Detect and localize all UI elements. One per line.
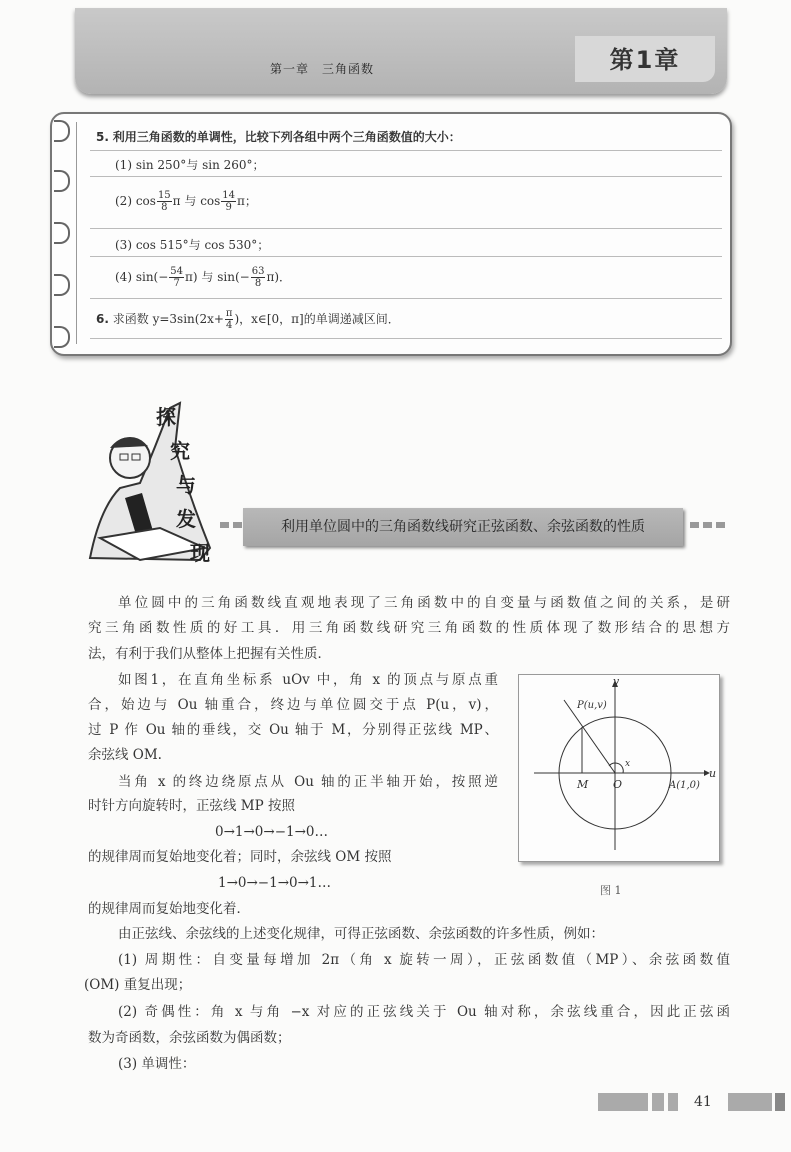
paragraph-line: (3) 单调性： — [118, 1056, 196, 1072]
paragraph-line: 究三角函数性质的好工具．用三角函数线研究三角函数的性质体现了数形结合的思想方 — [88, 620, 730, 636]
point-m-label: M — [577, 778, 589, 791]
paragraph-line: (OM) 重复出现； — [84, 977, 192, 993]
exercise-6: 6. 求函数 y=3sin(2x+ $\frac{\pi}{4}$ )，x∈[0，π]的单调递减区间． — [96, 308, 400, 331]
v-label: v — [613, 675, 620, 688]
figure-caption: 图 1 — [600, 884, 622, 897]
ruled-line — [90, 150, 722, 151]
point-p-label: P(u,v) — [577, 700, 607, 711]
paragraph-line: 过 P 作 Ou 轴的垂线，交 Ou 轴于 M，分别得正弦线 MP、 — [88, 722, 498, 738]
exercise-5-4: (4) sin(− $\frac{54}{7}$ π) 与 sin(− $\frac{63}{8}$ π)． — [115, 266, 292, 289]
point-a-label: A(1,0) — [669, 780, 700, 791]
ruled-line — [90, 256, 722, 257]
cosine-sequence: 1→0→−1→0→1… — [218, 875, 332, 891]
footer-bar — [668, 1093, 678, 1111]
ruled-line — [90, 176, 722, 177]
exercise-5-2: (2) cos $\frac{15}{8}$ π 与 cos $\frac{14}{9}$ π； — [115, 190, 257, 213]
ruled-line — [90, 228, 722, 229]
paragraph-line: 法，有利于我们从整体上把握有关性质． — [88, 646, 331, 662]
decorative-dashes — [690, 522, 726, 528]
page-number: 41 — [694, 1094, 712, 1110]
exercise-5: 5. 利用三角函数的单调性，比较下列各组中两个三角函数值的大小： — [96, 130, 461, 144]
exercise-5-1: (1) sin 250°与 sin 260°； — [115, 158, 265, 172]
paragraph-line: 的规律周而复始地变化着；同时，余弦线 OM 按照 — [88, 849, 392, 865]
explore-discover-label: 探 究 与 发 现 — [156, 405, 210, 565]
paragraph-line: (2) 奇偶性：角 x 与角 −x 对应的正弦线关于 Ou 轴对称，余弦线重合，因此正弦函 — [118, 1004, 730, 1020]
section-title: 利用单位圆中的三角函数线研究正弦函数、余弦函数的性质 — [243, 508, 683, 546]
footer-bar — [598, 1093, 648, 1111]
chapter-title: 第一章 三角函数 — [270, 62, 375, 76]
origin-label: O — [613, 778, 623, 791]
paragraph-line: 由正弦线、余弦线的上述变化规律，可得正弦函数、余弦函数的许多性质，例如： — [118, 926, 604, 942]
chapter-badge: 第1章 — [575, 36, 715, 82]
unit-circle-figure — [518, 674, 720, 862]
paragraph-line: 当角 x 的终边绕原点从 Ou 轴的正半轴开始，按照逆 — [118, 774, 498, 790]
paragraph-line: 余弦线 OM. — [88, 747, 162, 763]
paragraph-line: 时针方向旋转时，正弦线 MP 按照 — [88, 798, 295, 814]
sine-sequence: 0→1→0→−1→0… — [215, 824, 329, 840]
paragraph-line: 数为奇函数，余弦函数为偶函数； — [88, 1030, 291, 1046]
u-label: u — [709, 767, 717, 780]
footer-bar — [775, 1093, 785, 1111]
paragraph-line: 合，始边与 Ou 轴重合，终边与单位圆交于点 P(u，v)， — [88, 697, 498, 713]
paragraph-line: 如图1，在直角坐标系 uOv 中，角 x 的顶点与原点重 — [118, 672, 498, 688]
ruled-line — [90, 338, 722, 339]
paragraph-line: 的规律周而复始地变化着． — [88, 901, 250, 917]
exercise-5-3: (3) cos 515°与 cos 530°； — [115, 238, 270, 252]
paragraph-line: 单位圆中的三角函数线直观地表现了三角函数中的自变量与函数值之间的关系，是研 — [118, 595, 730, 611]
ruled-line — [90, 298, 722, 299]
footer-bar — [728, 1093, 772, 1111]
paragraph-line: (1) 周期性：自变量每增加 2π（角 x 旋转一周），正弦函数值（MP）、余弦函数值 — [118, 952, 730, 968]
margin-line — [76, 122, 77, 344]
decorative-dashes — [220, 522, 242, 528]
footer-bar — [652, 1093, 664, 1111]
angle-x-label: x — [625, 759, 631, 769]
